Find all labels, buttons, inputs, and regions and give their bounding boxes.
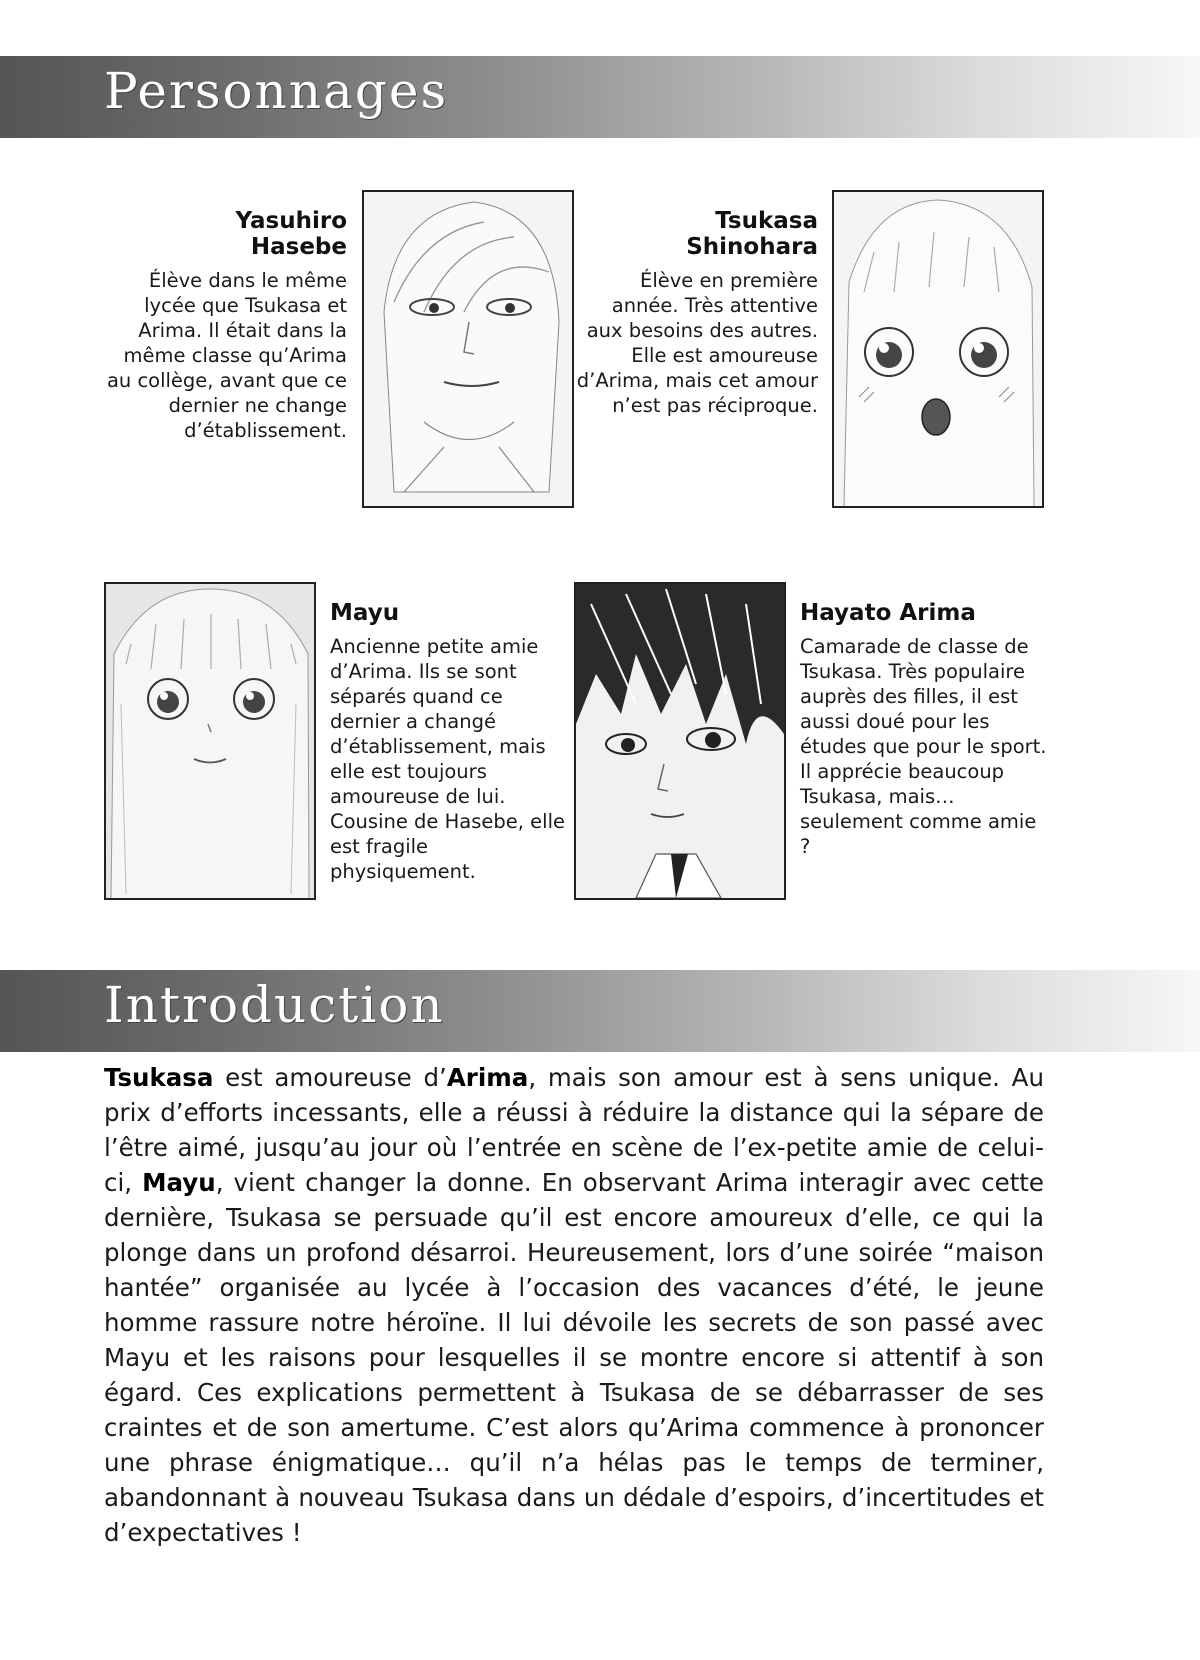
character-hasebe [100,208,347,443]
arima-illustration [576,584,784,898]
tsukasa-illustration [834,192,1042,506]
character-name: Hayato Arima [800,600,976,626]
hasebe-portrait [362,190,574,508]
character-name: Tsukasa Shinohara [686,208,818,260]
character-description: Élève dans le même lycée que Tsukasa et Arima. Il était dans la même classe qu’Arima au collège, avant que ce dernier ne change d’établissement. [106,269,347,442]
mayu-illustration [106,584,314,898]
tsukasa-portrait [832,190,1044,508]
introduction-banner [0,970,1200,1052]
character-description: Élève en première année. Très attentive aux besoins des autres. Elle est amoureuse d’Arima, mais cet amour n’est pas réciproque. [576,269,818,417]
character-mayu [330,600,570,884]
intro-bold-mayu: Mayu [142,1168,216,1197]
arima-portrait [574,582,786,900]
hasebe-illustration [364,192,572,506]
character-description: Ancienne petite amie d’Arima. Ils se sont séparés quand ce dernier a changé d’établissement, mais elle est toujours amoureuse de lui. Cousine de Hasebe, elle est fragile physiquement. [330,635,565,883]
personnages-banner [0,56,1200,138]
character-name: Yasuhiro Hasebe [235,208,347,260]
intro-bold-tsukasa: Tsukasa [104,1063,214,1092]
intro-bold-arima: Arima [446,1063,529,1092]
character-tsukasa [570,208,818,418]
character-description: Camarade de classe de Tsukasa. Très populaire auprès des filles, il est aussi doué pour les études que pour le sport. Il apprécie beaucoup Tsukasa, mais… seulement comme amie ? [800,635,1047,858]
character-arima [800,600,1050,859]
introduction-title: Introduction [104,976,445,1034]
character-name: Mayu [330,600,400,626]
personnages-title: Personnages [104,62,449,120]
introduction-text: Tsukasa est amoureuse d’Arima, mais son amour est à sens unique. Au prix d’efforts incessants, elle a réussi à réduire la distance qui la sépare de l’être aimé, jusqu’au jour où l’entrée en scène de l’ex-petite amie de celui-ci, Mayu, vient changer la donne. En observant Arima interagir avec cette dernière, Tsukasa se persuade qu’il est encore amoureux d’elle, ce qui la plonge dans un profond désarroi. Heureusement, lors d’une soirée “maison hantée” organisée au lycée à l’occasion des vacances d’été, le jeune homme rassure notre héroïne. Il lui dévoile les secrets de son passé avec Mayu et les raisons pour lesquelles il se montre encore si attentif à son égard. Ces explications permettent à Tsukasa de se débarrasser de ses craintes et de son amertume. C’est alors qu’Arima commence à prononcer une phrase énigmatique… qu’il n’a hélas pas le temps de terminer, abandonnant à nouveau Tsukasa dans un dédale d’espoirs, d’incertitudes et d’expectatives ! [104,1063,1044,1547]
mayu-portrait [104,582,316,900]
